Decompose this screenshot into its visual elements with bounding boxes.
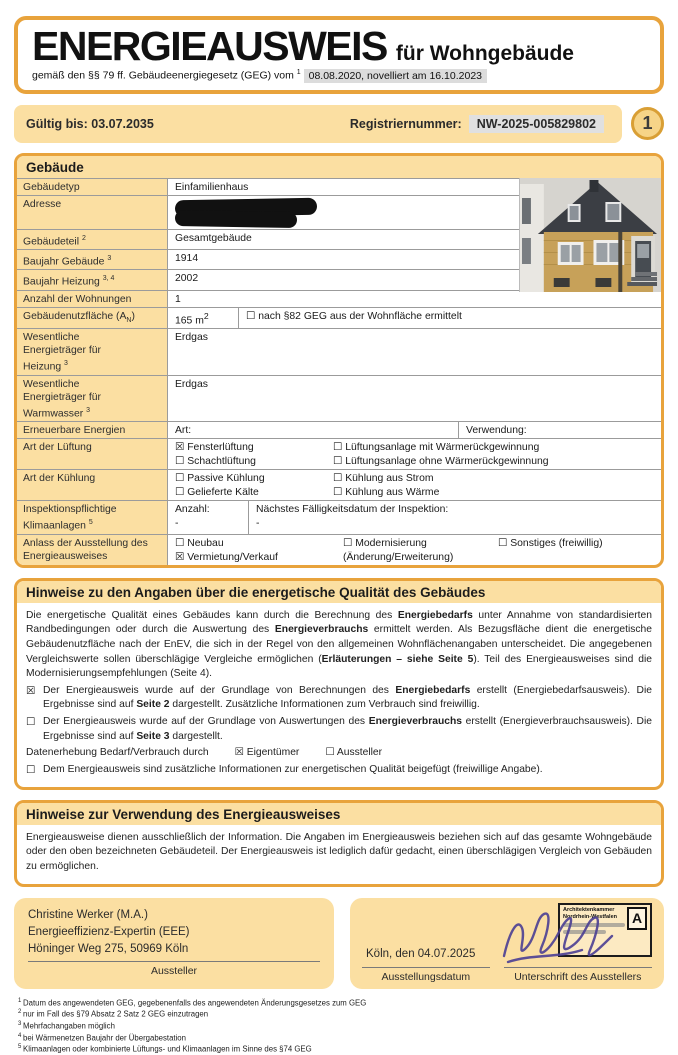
klima-anzahl-value: - bbox=[175, 518, 179, 530]
building-section-title: Gebäude bbox=[17, 156, 661, 178]
checkbox-fensterlueftung: ☒ Fensterlüftung bbox=[175, 442, 254, 454]
row-value: 165 $m^2$ bbox=[175, 310, 209, 327]
row-label: Erneuerbare Energien bbox=[17, 422, 168, 438]
row-label: Art der Kühlung bbox=[17, 470, 168, 500]
page-title-suffix: für Wohngebäude bbox=[395, 42, 574, 65]
checkbox-kuehlung-strom: ☐ Kühlung aus Strom bbox=[333, 473, 434, 485]
row-label: Wesentliche Energieträger für Heizung $^3$ bbox=[17, 329, 168, 374]
klima-faellig-value: - bbox=[256, 518, 260, 530]
issue-date: Köln, den 04.07.2025 bbox=[366, 947, 476, 960]
issuer-name: Christine Werker (M.A.) bbox=[28, 908, 148, 921]
checkbox-lueftung-ohne-wrg: ☐ Lüftungsanlage ohne Wärmerückgewinnung bbox=[333, 456, 549, 468]
row-anzahl-wohnungen bbox=[17, 290, 661, 307]
page-title: ENERGIEAUSWEIS bbox=[32, 23, 387, 69]
redacted-address bbox=[175, 199, 323, 228]
row-label: Art der Lüftung bbox=[17, 439, 168, 469]
row-value: Erdgas bbox=[175, 332, 208, 344]
erneuerbare-verwendung-label: Verwendung: bbox=[458, 422, 661, 438]
checkbox-energiebedarf-icon: ☒ bbox=[26, 684, 36, 697]
row-value: Gesamtgebäude bbox=[175, 232, 252, 244]
chamber-logo-icon: A bbox=[627, 907, 647, 930]
checkbox-modernisierung: ☐ Modernisierung bbox=[343, 537, 427, 549]
erneuerbare-art-label: Art: bbox=[175, 425, 192, 437]
issuer-address: Höninger Weg 275, 50969 Köln bbox=[28, 942, 189, 955]
law-footnote-marker: 1 bbox=[296, 69, 301, 77]
issuer-caption: Aussteller bbox=[150, 964, 198, 977]
building-section bbox=[14, 153, 664, 568]
row-label: Gebäudetyp bbox=[17, 179, 168, 195]
checkbox-kuehlung-waerme: ☐ Kühlung aus Wärme bbox=[333, 487, 440, 499]
modernisierung-subtext: (Änderung/Erweiterung) bbox=[343, 551, 454, 563]
row-label: Anlass der Ausstellung des Energieausweises bbox=[17, 535, 168, 565]
row-energietraeger-warmwasser bbox=[17, 375, 661, 421]
row-value: 2002 bbox=[175, 273, 199, 285]
valid-until: Gültig bis: 03.07.2035 bbox=[26, 116, 154, 131]
stamp-line-2: Nordrhein-Westfalen bbox=[563, 913, 617, 920]
row-label: Anzahl der Wohnungen bbox=[17, 291, 168, 307]
row-nutzflaeche bbox=[17, 307, 661, 328]
signature-caption: Unterschrift des Ausstellers bbox=[514, 970, 642, 983]
footnote-5: $^5$ Klimaanlagen oder kombinierte Lüftungs- und Klimaanlagen im Sinne des §74 GEG bbox=[18, 1044, 312, 1054]
row-label: Inspektionspflichtige Klimaanlagen $^5$ bbox=[17, 501, 168, 533]
checkbox-lueftung-mit-wrg: ☐ Lüftungsanlage mit Wärmerückgewinnung bbox=[333, 442, 540, 454]
row-value: 1914 bbox=[175, 253, 199, 265]
footnote-1: $^1$ Datum des angewendeten GEG, gegebenenfalls des angewendeten Änderungsgesetzes zum GEG bbox=[18, 997, 367, 1008]
footnote-3: $^3$ Mehrfachangaben möglich bbox=[18, 1020, 115, 1031]
page-number-badge: 1 bbox=[631, 107, 664, 140]
klima-anzahl-label: Anzahl: bbox=[175, 504, 210, 516]
datenerhebung-line bbox=[26, 746, 652, 761]
checkbox-passive-kuehlung: ☐ Passive Kühlung bbox=[175, 473, 265, 485]
row-label: Baujahr Gebäude $^3$ bbox=[17, 250, 168, 269]
datenerhebung-label: Datenerhebung Bedarf/Verbrauch durch bbox=[26, 747, 209, 759]
item-text: Der Energieausweis wurde auf der Grundlage von Auswertungen des Energieverbrauchs erstellt (Energieverbrauchsausweis). Die Ergebnisse sind auf Seite 3 dargestellt. bbox=[43, 716, 652, 742]
usage-section bbox=[14, 800, 664, 887]
law-prefix: gemäß den §§ 79 ff. Gebäudeenergiegesetz (GEG) vom bbox=[32, 69, 294, 82]
row-art-der-kuehlung bbox=[17, 469, 661, 500]
row-label: Gebäudeteil $^2$ bbox=[17, 230, 168, 249]
item-energiebedarfs bbox=[26, 684, 652, 713]
row-value: Erdgas bbox=[175, 378, 208, 390]
row-energietraeger-heizung bbox=[17, 328, 661, 374]
quality-intro: Die energetische Qualität eines Gebäudes kann durch die Berechnung des Energiebedarfs unter Annahme von standardisierten Randbedingungen oder durch die Auswertung des Energieverbrauchs ermittelt werden. Als Bezugsfläche dient die energetische Gebäudenutzfläche nach der EnEV, die sich in der Regel von den allgemeinen Wohnflächenangaben unterscheidet. Die angegebenen Vergleichswerte sollen überschlägige Vergleiche ermöglichen (Erläuterungen – siehe Seite 5). Teil des Energieausweises sind die Modernisierungsempfehlungen (Seite 4). bbox=[26, 609, 652, 680]
item-energieverbrauchs bbox=[26, 715, 652, 744]
issuer-role: Energieeffizienz-Expertin (EEE) bbox=[28, 925, 190, 938]
row-art-der-lueftung bbox=[17, 438, 661, 469]
checkbox-eigentuemer: ☒ Eigentümer bbox=[234, 747, 300, 759]
validity-band bbox=[14, 105, 622, 143]
row-label: Baujahr Heizung $^{3, 4}$ bbox=[17, 270, 168, 289]
row-label: Adresse bbox=[17, 196, 168, 229]
footnote-4: $^4$ bei Wärmenetzen Baujahr der Übergabestation bbox=[18, 1032, 186, 1043]
quality-section bbox=[14, 578, 664, 790]
row-klimaanlagen bbox=[17, 500, 661, 533]
quality-section-title: Hinweise zu den Angaben über die energetische Qualität des Gebäudes bbox=[17, 581, 661, 603]
signature-box bbox=[350, 898, 664, 989]
row-label: Wesentliche Energieträger für Warmwasser $^3$ bbox=[17, 376, 168, 421]
issuer-box bbox=[14, 898, 334, 989]
row-label: Gebäudenutzfläche $(A_N)$ bbox=[17, 308, 168, 328]
row-anlass bbox=[17, 534, 661, 565]
registry-label: Registriernummer: bbox=[349, 116, 462, 131]
registry-number: NW-2025-005829802 bbox=[469, 115, 604, 133]
checkbox-sonstiges: ☐ Sonstiges (freiwillig) bbox=[498, 537, 603, 549]
item-text: Dem Energieausweis sind zusätzliche Informationen zur energetischen Qualität beigefügt (freiwillige Angabe). bbox=[43, 763, 543, 775]
stamp-line-1: Architektenkammer bbox=[563, 906, 615, 913]
checkbox-schachtlueftung: ☐ Schachtlüftung bbox=[175, 456, 256, 468]
checkbox-zusatzinfo-icon: ☐ bbox=[26, 763, 36, 776]
law-reference bbox=[32, 69, 646, 82]
row-erneuerbare-energien bbox=[17, 421, 661, 438]
checkbox-vermietung-verkauf: ☒ Vermietung/Verkauf bbox=[175, 551, 278, 563]
item-zusatzinfo bbox=[26, 763, 652, 778]
issue-date-caption: Ausstellungsdatum bbox=[381, 970, 471, 983]
footnotes bbox=[18, 997, 660, 1055]
checkbox-aussteller: ☐ Aussteller bbox=[325, 747, 383, 759]
row-value: 1 bbox=[175, 293, 181, 305]
usage-text: Energieausweise dienen ausschließlich der Information. Die Angaben im Energieausweis beziehen sich auf das gesamte Wohngebäude oder den oben bezeichneten Gebäudeteil. Der Energieausweis ist lediglich dafür gedacht, einen überschlägigen Vergleich von Gebäuden zu ermöglichen. bbox=[26, 831, 652, 873]
law-dates: 08.08.2020, novelliert am 16.10.2023 bbox=[304, 69, 487, 83]
footnote-2: $^2$ nur im Fall des §79 Absatz 2 Satz 2 GEG einzutragen bbox=[18, 1009, 209, 1019]
wohnflaeche-checkbox: ☐ nach §82 GEG aus der Wohnfläche ermittelt bbox=[238, 308, 661, 328]
checkbox-neubau: ☐ Neubau bbox=[175, 537, 224, 549]
row-value: Einfamilienhaus bbox=[175, 181, 249, 193]
item-text: Der Energieausweis wurde auf der Grundlage von Berechnungen des Energiebedarfs erstellt (Energiebedarfsausweis). Die Ergebnisse sind auf Seite 2 dargestellt. Zusätzliche Informationen zum Verbrauch sind freiwillig. bbox=[43, 684, 653, 711]
klima-faellig-label: Nächstes Fälligkeitsdatum der Inspektion: bbox=[256, 504, 449, 516]
header-box bbox=[14, 16, 664, 94]
checkbox-gelieferte-kaelte: ☐ Gelieferte Kälte bbox=[175, 487, 259, 499]
building-photo bbox=[519, 178, 661, 292]
usage-section-title: Hinweise zur Verwendung des Energieausweises bbox=[17, 803, 661, 825]
checkbox-energieverbrauch-icon: ☐ bbox=[26, 716, 36, 729]
